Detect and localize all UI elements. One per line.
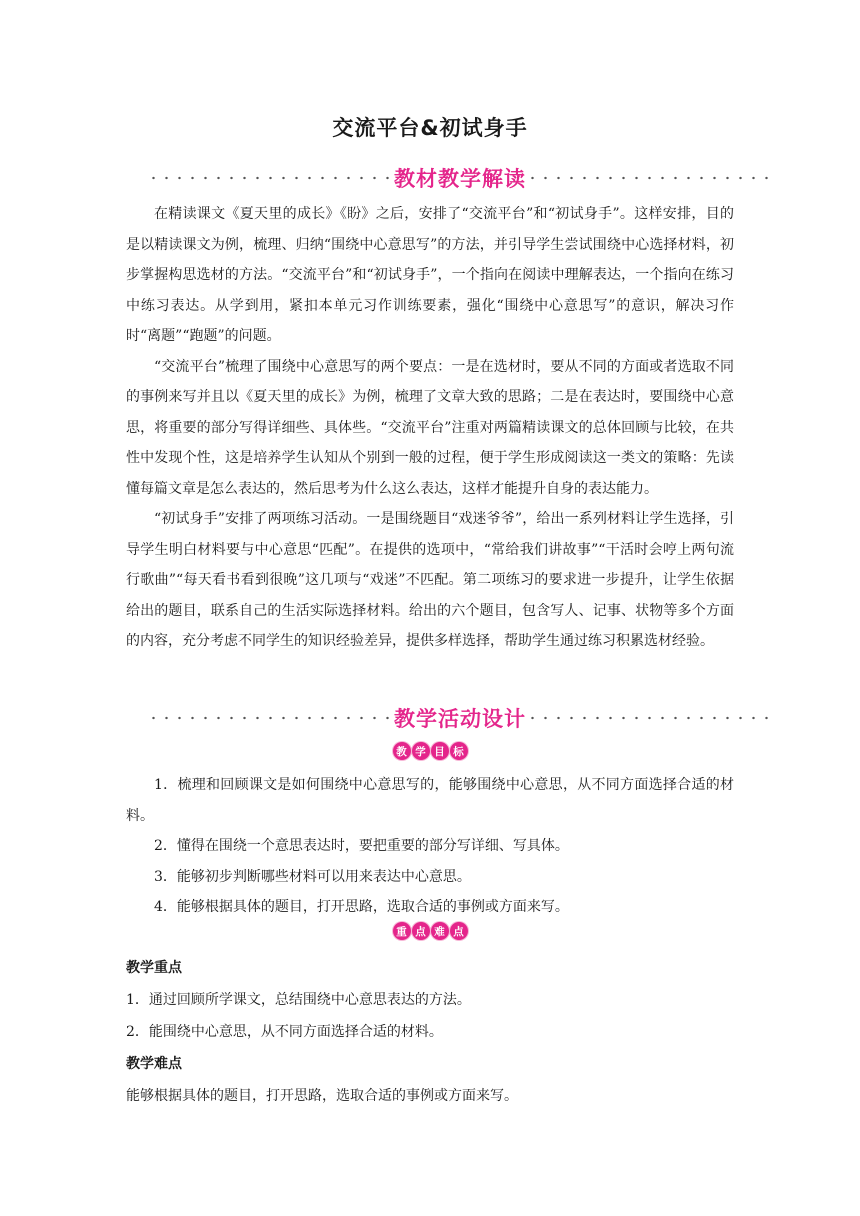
goal-item: 1．梳理和回顾课文是如何围绕中心意思写的，能够围绕中心意思，从不同方面选择合适的材料。 <box>126 777 734 824</box>
dotted-divider-left <box>150 716 391 720</box>
badge-char: 重 <box>393 922 411 940</box>
dotted-divider-left <box>150 176 391 180</box>
badge-char: 学 <box>412 742 430 760</box>
section-header-textbook-interpretation <box>150 163 770 193</box>
key-point-item: 1．通过回顾所学课文，总结围绕中心意思表达的方法。 <box>126 992 471 1008</box>
difficulty-heading: 教学难点 <box>126 1056 182 1072</box>
goal-item: 2．懂得在围绕一个意思表达时，要把重要的部分写详细、写具体。 <box>154 838 569 854</box>
badge-char: 点 <box>412 922 430 940</box>
dotted-divider-right <box>529 716 770 720</box>
paragraph: “交流平台”梳理了围绕中心意思写的两个要点：一是在选材时，要从不同的方面或者选取不同的事例来写并且以《夏天里的成长》为例，梳理了文章大致的思路；二是在表达时，要围绕中心意思，将重要的部分写得详细些、具体些。“交流平台”注重对两篇精读课文的总体回顾与比较，在共性中发现个性，这是培养学生认知从个别到一般的过程，便于学生形成阅读这一类文的策略：先读懂每篇文章是怎么表达的，然后思考为什么这么表达，这样才能提升自身的表达能力。 <box>126 358 734 497</box>
goal-item: 4．能够根据具体的题目，打开思路，选取合适的事例或方面来写。 <box>154 899 569 915</box>
teaching-goals-badge <box>0 742 860 760</box>
section1-body <box>126 199 734 657</box>
badge-char: 目 <box>431 742 449 760</box>
goal-item: 3．能够初步判断哪些材料可以用来表达中心意思。 <box>154 868 471 885</box>
key-point-item: 2．能围绕中心意思，从不同方面选择合适的材料。 <box>126 1024 443 1040</box>
page-title: 交流平台&初试身手 <box>332 116 528 140</box>
section-header-teaching-activity <box>150 703 770 733</box>
paragraph: 在精读课文《夏天里的成长》《盼》之后，安排了“交流平台”和“初试身手”。这样安排，目的是以精读课文为例，梳理、归纳“围绕中心意思写”的方法，并引导学生尝试围绕中心选择材料，初步掌握构思选材的方法。“交流平台”和“初试身手”，一个指向在阅读中理解表达，一个指向在练习中练习表达。从学到用，紧扣本单元习作训练要素，强化“围绕中心意思写”的意识，解决习作时“离题”“跑题”的问题。 <box>126 206 734 344</box>
paragraph: “初试身手”安排了两项练习活动。一是围绕题目“戏迷爷爷”，给出一系列材料让学生选择，引导学生明白材料要与中心意思“匹配”。在提供的选项中，“常给我们讲故事”“干活时会哼上两句流行歌曲”“每天看书看到很晚”这几项与“戏迷”不匹配。第二项练习的要求进一步提升，让学生依据给出的题目，联系自己的生活实际选择材料。给出的六个题目，包含写人、记事、状物等多个方面的内容，充分考虑不同学生的知识经验差异，提供多样选择，帮助学生通过练习积累选材经验。 <box>126 511 734 649</box>
section-title: 教材教学解读 <box>394 167 526 191</box>
key-difficult-points-badge <box>0 922 860 940</box>
badge-char: 难 <box>431 922 449 940</box>
section-title: 教学活动设计 <box>394 707 526 731</box>
key-points-heading: 教学重点 <box>126 960 182 976</box>
teaching-goals-list <box>126 770 734 923</box>
dotted-divider-right <box>529 176 770 180</box>
badge-char: 教 <box>393 742 411 760</box>
badge-char: 标 <box>450 742 468 760</box>
key-points-section <box>126 952 734 1112</box>
difficulty-text: 能够根据具体的题目，打开思路，选取合适的事例或方面来写。 <box>126 1088 518 1104</box>
badge-char: 点 <box>450 922 468 940</box>
